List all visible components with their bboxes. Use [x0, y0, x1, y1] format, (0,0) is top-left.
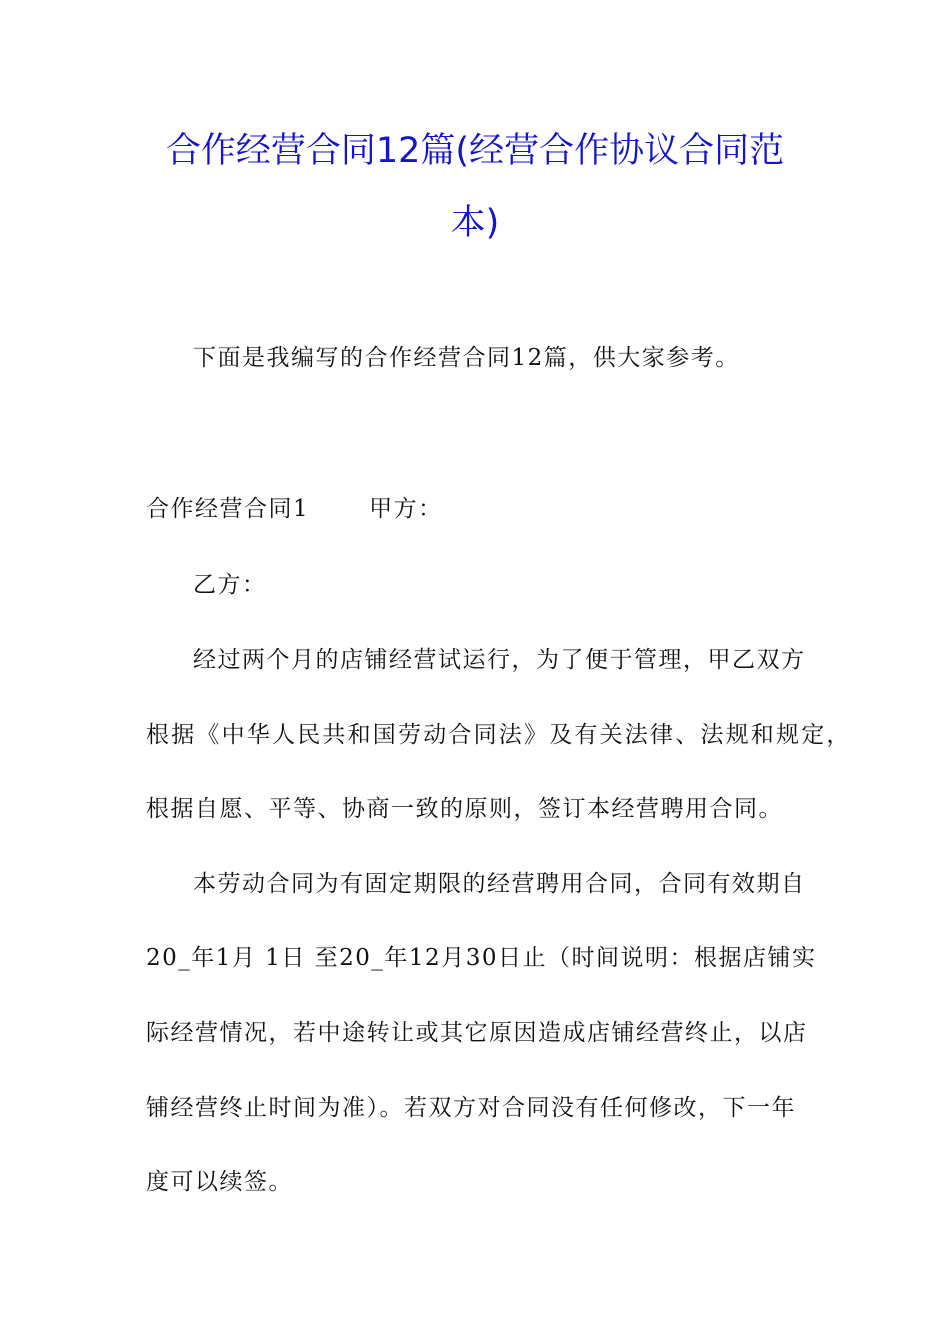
paragraph2-line-1: 本劳动合同为有固定期限的经营聘用合同，合同有效期自 — [193, 871, 806, 897]
paragraph2-line-3: 际经营情况，若中途转让或其它原因造成店铺经营终止，以店 — [146, 1020, 808, 1046]
section-heading-row — [146, 498, 443, 521]
paragraph1-line-3: 根据自愿、平等、协商一致的原则，签订本经营聘用合同。 — [146, 796, 783, 822]
paragraph2-line-2: 20_年1月 1日 至20_年12月30日止（时间说明：根据店铺实 — [146, 945, 817, 971]
section-heading: 合作经营合同1 — [146, 496, 310, 522]
document-title-line-2: 本) — [450, 203, 500, 243]
document-title-line-1: 合作经营合同12篇(经营合作协议合同范 — [165, 131, 785, 171]
paragraph2-line-4: 铺经营终止时间为准）。若双方对合同没有任何修改，下一年 — [146, 1095, 796, 1121]
paragraph1-line-2: 根据《中华人民共和国劳动合同法》及有关法律、法规和规定， — [146, 722, 852, 748]
intro-paragraph: 下面是我编写的合作经营合同12篇，供大家参考。 — [193, 345, 740, 371]
party-b-label: 乙方： — [193, 572, 267, 598]
party-a-label: 甲方： — [369, 496, 443, 522]
paragraph2-line-5: 度可以续签。 — [146, 1169, 293, 1195]
paragraph1-line-1: 经过两个月的店铺经营试运行，为了便于管理，甲乙双方 — [193, 647, 806, 673]
